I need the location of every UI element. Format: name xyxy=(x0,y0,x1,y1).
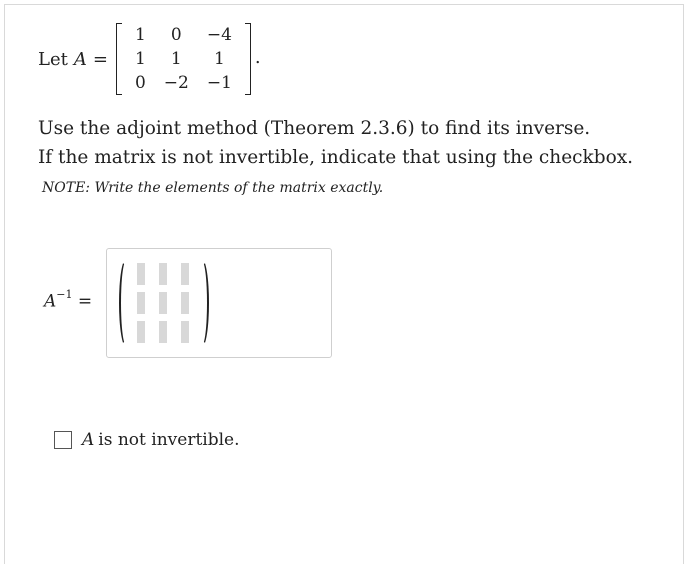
matrix-definition xyxy=(38,18,261,100)
matrix-cell-3-1: 0 xyxy=(134,73,146,93)
answer-cell-1-1[interactable] xyxy=(137,263,145,285)
answer-cell-2-3[interactable] xyxy=(181,292,189,314)
matrix-cell-2-3: 1 xyxy=(213,49,225,69)
answer-cell-3-3[interactable] xyxy=(181,321,189,343)
given-matrix xyxy=(116,23,251,95)
answer-cell-2-2[interactable] xyxy=(159,292,167,314)
matrix-cell-1-3: −4 xyxy=(206,25,232,45)
instruction-line-1: Use the adjoint method (Theorem 2.3.6) to find its inverse. xyxy=(38,118,591,139)
answer-cell-1-2[interactable] xyxy=(159,263,167,285)
inverse-equals: = xyxy=(77,291,93,312)
matrix-cell-3-2: −2 xyxy=(163,73,189,93)
checkbox-label: is not invertible. xyxy=(98,430,240,450)
matrix-cell-2-1: 1 xyxy=(134,49,146,69)
matrix-cell-1-1: 1 xyxy=(134,25,146,45)
answer-cell-3-1[interactable] xyxy=(137,321,145,343)
matrix-cell-2-2: 1 xyxy=(170,49,182,69)
instruction-line-2: If the matrix is not invertible, indicate that using the checkbox. xyxy=(38,147,634,168)
instructions xyxy=(38,114,633,172)
inverse-label xyxy=(44,290,92,312)
equals-sign: = xyxy=(92,48,108,70)
answer-cell-1-3[interactable] xyxy=(181,263,189,285)
not-invertible-option[interactable] xyxy=(54,430,240,450)
matrix-variable: A xyxy=(73,48,87,70)
period: . xyxy=(254,47,261,68)
let-label: Let xyxy=(38,48,68,70)
note-text: NOTE: Write the elements of the matrix exactly. xyxy=(42,180,384,196)
matrix-cell-3-3: −1 xyxy=(206,73,232,93)
answer-cell-3-2[interactable] xyxy=(159,321,167,343)
answer-matrix-input[interactable] xyxy=(106,248,332,358)
answer-cell-2-1[interactable] xyxy=(137,292,145,314)
left-paren-icon xyxy=(119,259,133,347)
right-paren-icon xyxy=(195,259,209,347)
checkbox-variable: A xyxy=(82,430,95,450)
not-invertible-checkbox[interactable] xyxy=(54,431,72,449)
inverse-superscript: −1 xyxy=(56,288,73,301)
matrix-cell-1-2: 0 xyxy=(170,25,182,45)
inverse-variable: A xyxy=(44,291,57,312)
